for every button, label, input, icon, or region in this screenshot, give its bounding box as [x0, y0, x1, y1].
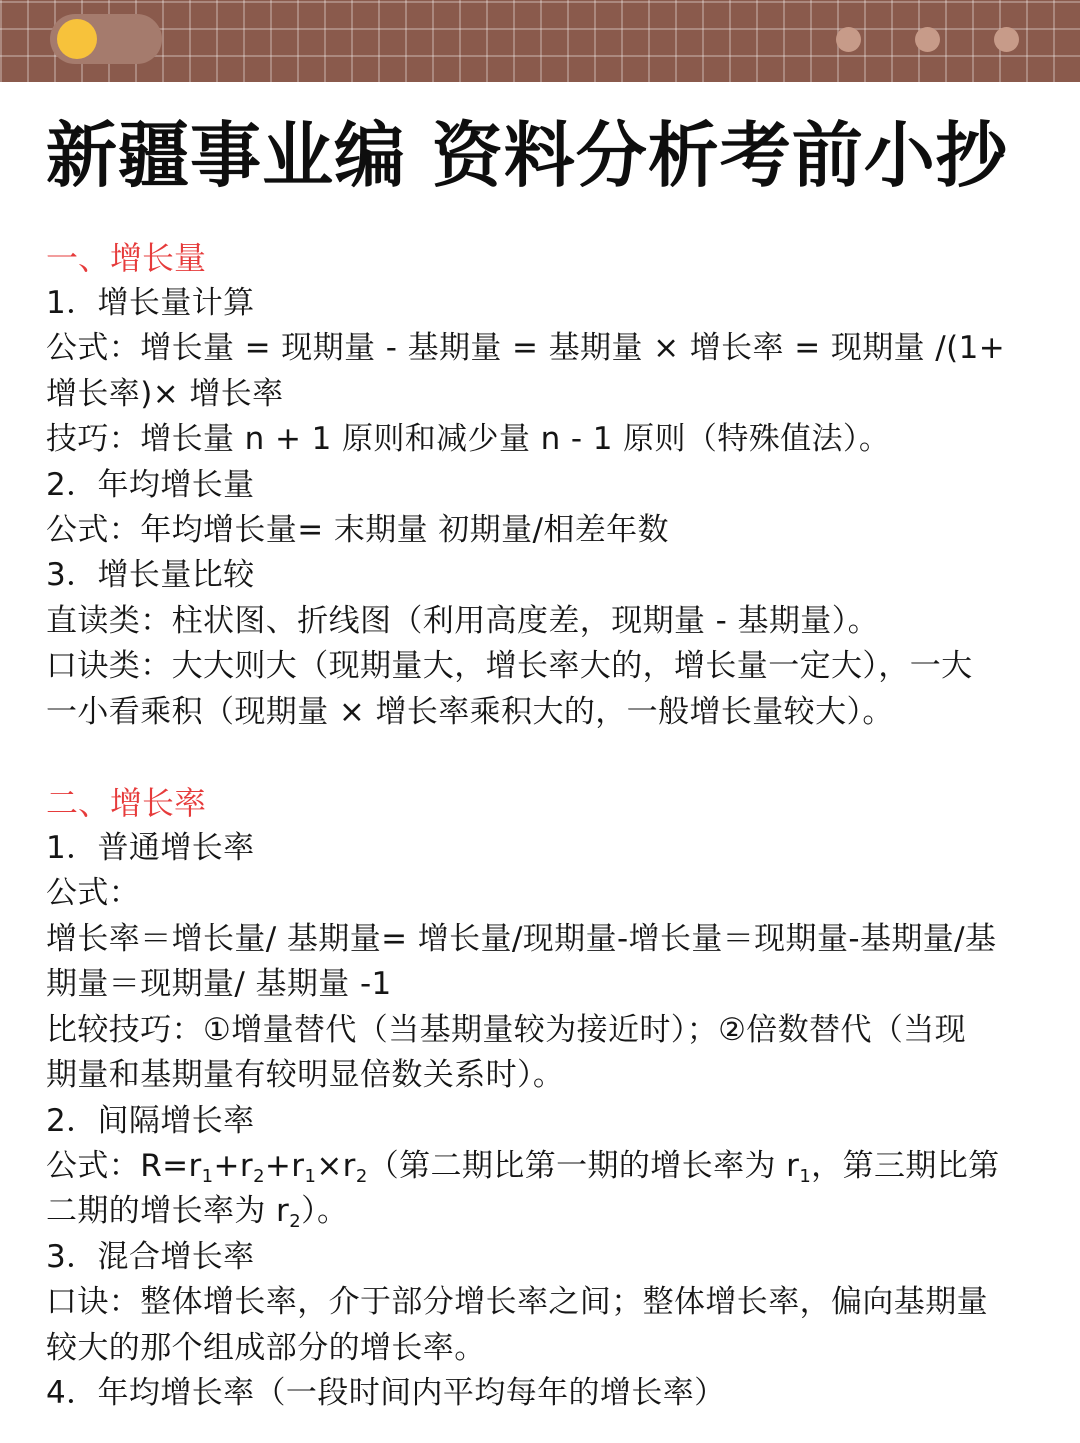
toggle-pill-decoration	[50, 14, 162, 64]
text-line: 增长率)× 增长率	[46, 375, 284, 412]
formula-text: ×r	[316, 1147, 356, 1184]
subscript: 2	[253, 1165, 265, 1187]
dot-icon	[915, 27, 940, 52]
text-line: 增长率＝增长量/ 基期量= 增长量/现期量-增长量＝现期量-基期量/基	[46, 920, 997, 957]
formula-text: 公式：R=r	[46, 1147, 202, 1184]
subscript: 1	[304, 1165, 317, 1187]
text-line: 较大的那个组成部分的增长率。	[46, 1329, 486, 1366]
subscript: 1	[201, 1165, 214, 1187]
subscript: 1	[799, 1165, 812, 1187]
formula-text: ，第三期比第	[811, 1147, 1000, 1184]
formula-text: +r	[213, 1147, 254, 1184]
text-line: 一小看乘积（现期量 × 增长率乘积大的，一般增长量较大）。	[46, 693, 894, 730]
formula-text: （第二期比第一期的增长率为 r	[367, 1147, 800, 1184]
decorative-header-bar	[0, 0, 1080, 82]
text-line: 3．混合增长率	[46, 1238, 255, 1275]
dot-icon	[836, 27, 861, 52]
formula-text: 二期的增长率为 r	[46, 1193, 290, 1230]
section-growth-rate	[46, 781, 1046, 1416]
text-line: 期量＝现期量/ 基期量 -1	[46, 966, 392, 1003]
text-line: 口诀类：大大则大（现期量大，增长率大的，增长量一定大），一大	[46, 648, 973, 685]
text-line: 期量和基期量有较明显倍数关系时）。	[46, 1057, 565, 1094]
text-line: 公式：	[46, 875, 141, 912]
text-line: 口诀：整体增长率，介于部分增长率之间；整体增长率，偏向基期量	[46, 1284, 988, 1321]
section-heading: 一、增长量	[46, 239, 207, 277]
text-line: 4．年均增长率（一段时间内平均每年的增长率）	[46, 1374, 726, 1411]
section-growth-amount	[46, 236, 1046, 735]
text-line: 直读类：柱状图、折线图（利用高度差，现期量 - 基期量）。	[46, 602, 879, 639]
subscript: 2	[289, 1211, 302, 1233]
text-line: 比较技巧：①增量替代（当基期量较为接近时）；②倍数替代（当现	[46, 1011, 967, 1048]
text-line: 公式：增长量 = 现期量 - 基期量 = 基期量 × 增长率 = 现期量 /(1+	[46, 330, 1006, 367]
page-title: 新疆事业编 资料分析考前小抄	[46, 114, 1008, 197]
dot-icon	[994, 27, 1019, 52]
document-body	[0, 110, 1046, 1416]
subscript: 2	[355, 1165, 368, 1187]
text-line: 3．增长量比较	[46, 557, 255, 594]
text-line: 技巧：增长量 n + 1 原则和减少量 n - 1 原则（特殊值法）。	[46, 421, 891, 458]
formula-text: +r	[264, 1147, 305, 1184]
text-line: 公式：年均增长量= 末期量 初期量/相差年数	[46, 512, 669, 549]
text-line: 1．普通增长率	[46, 830, 255, 867]
text-line: 2．间隔增长率	[46, 1102, 255, 1139]
formula-line	[46, 1144, 1046, 1189]
formula-line	[46, 1189, 1046, 1234]
yellow-dot-icon	[57, 19, 97, 59]
section-heading: 二、增长率	[46, 784, 207, 823]
formula-text: ）。	[301, 1193, 349, 1230]
text-line: 2．年均增长量	[46, 466, 255, 503]
text-line: 1．增长量计算	[46, 285, 255, 321]
